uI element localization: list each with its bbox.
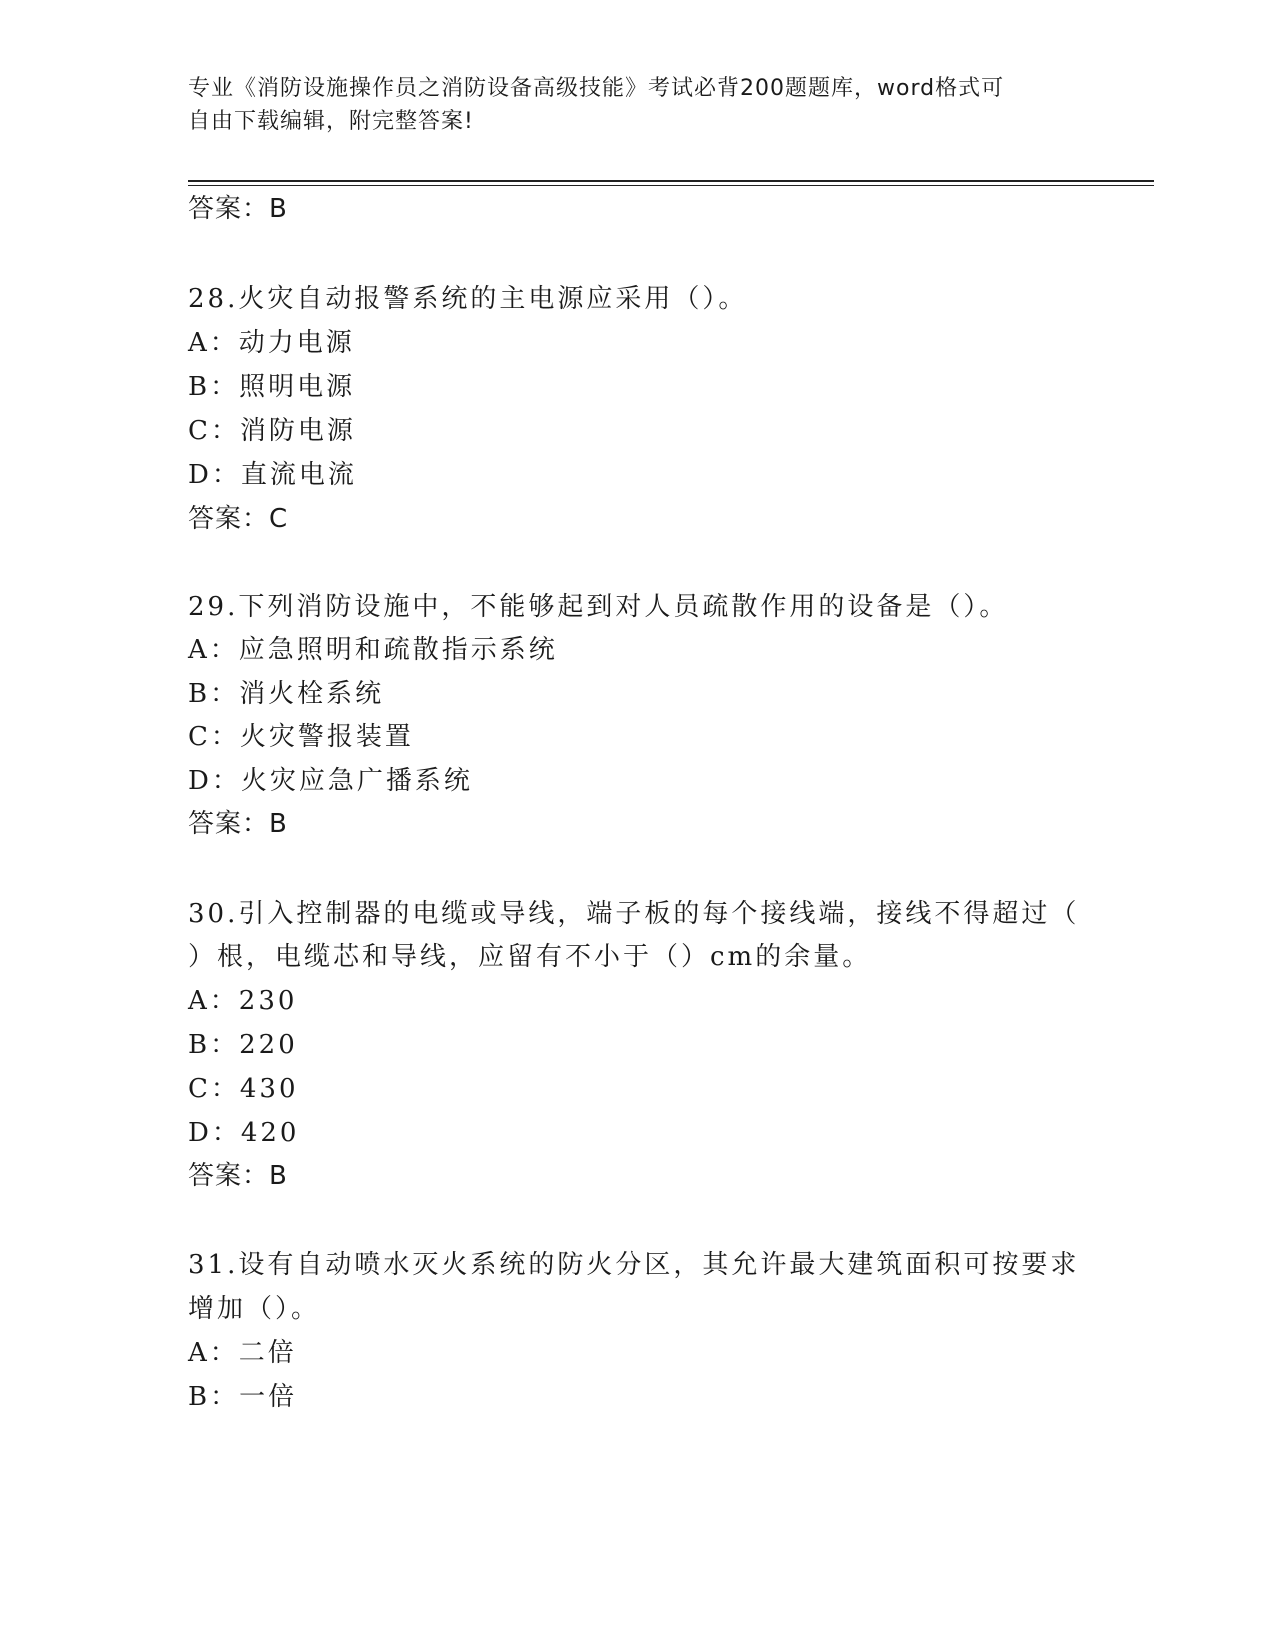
- answer-line: 答案：C: [188, 504, 289, 534]
- option-b: B：一倍: [188, 1382, 298, 1412]
- header-line-2: 自由下载编辑，附完整答案!: [188, 109, 474, 134]
- question-stem-continued: 增加（）。: [188, 1294, 321, 1324]
- option-d: D：直流电流: [188, 460, 357, 490]
- answer-line: 答案：B: [188, 809, 288, 839]
- question-stem: 31.设有自动喷水灭火系统的防火分区，其允许最大建筑面积可按要求: [188, 1250, 1080, 1280]
- option-c: C：430: [188, 1074, 299, 1104]
- answer-line: 答案：B: [188, 1161, 288, 1191]
- header-divider: [188, 180, 1154, 182]
- question-stem: 28.火灾自动报警系统的主电源应采用（）。: [188, 284, 748, 314]
- option-c: C：消防电源: [188, 416, 356, 446]
- header-divider-thin: [188, 185, 1154, 186]
- option-a: A：应急照明和疏散指示系统: [188, 635, 558, 665]
- answer-line: 答案：B: [188, 194, 288, 224]
- option-d: D：420: [188, 1118, 300, 1148]
- question-stem-continued: ）根，电缆芯和导线，应留有不小于（）cm的余量。: [188, 942, 872, 972]
- option-b: B：消火栓系统: [188, 679, 385, 709]
- option-a: A：动力电源: [188, 328, 355, 358]
- question-stem: 30.引入控制器的电缆或导线，端子板的每个接线端，接线不得超过（: [188, 899, 1080, 929]
- header-line-1: 专业《消防设施操作员之消防设备高级技能》考试必背200题题库，word格式可: [188, 76, 1005, 101]
- option-d: D：火灾应急广播系统: [188, 766, 473, 796]
- option-b: B：220: [188, 1030, 298, 1060]
- question-stem: 29.下列消防设施中，不能够起到对人员疏散作用的设备是（）。: [188, 592, 1009, 622]
- option-c: C：火灾警报装置: [188, 722, 414, 752]
- option-a: A：二倍: [188, 1338, 297, 1368]
- option-a: A：230: [188, 986, 298, 1016]
- document-header: [188, 72, 1088, 138]
- option-b: B：照明电源: [188, 372, 356, 402]
